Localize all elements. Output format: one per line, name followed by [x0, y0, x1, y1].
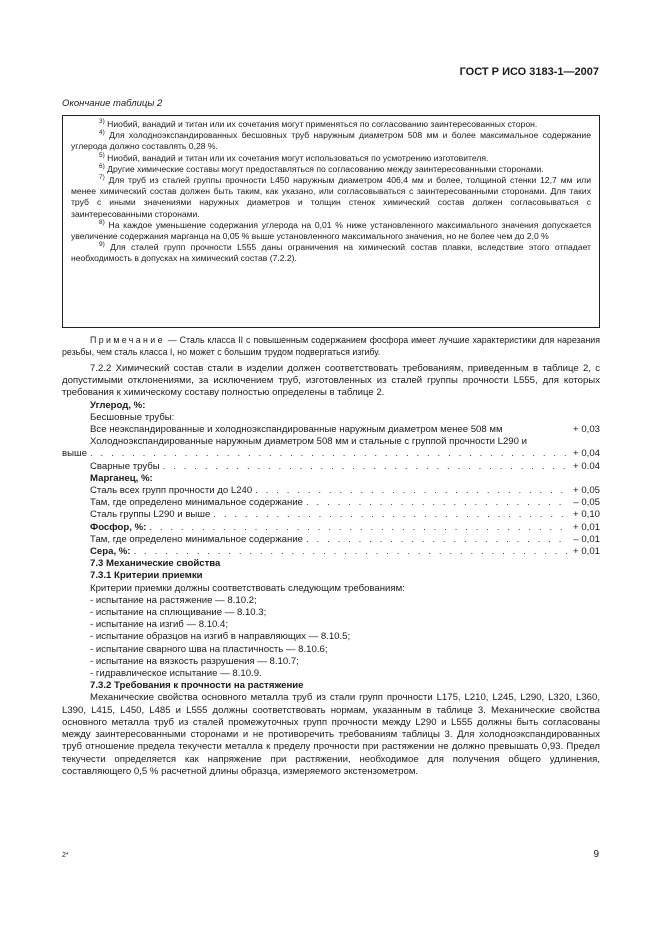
- criteria-item: - испытание на изгиб — 8.10.4;: [90, 619, 229, 631]
- mn-row-l290: Сталь группы L290 и выше . . . + 0,10: [62, 509, 600, 521]
- section-7-3-2-heading: 7.3.2 Требования к прочности на растяжение: [90, 680, 304, 692]
- criteria-intro: Критерии приемки должны соответствовать следующим требованиям:: [90, 582, 405, 594]
- seamless-label: Бесшовные трубы:: [90, 411, 175, 423]
- footnote-3: $^{3)}$ Ниобий, ванадий и титан или их сочетания могут применяться по согласованию заинтересованных сторон.: [99, 118, 538, 129]
- criteria-item: - испытание на растяжение — 8.10.2;: [90, 594, 257, 606]
- section-7-3-heading: 7.3 Механические свойства: [90, 558, 221, 570]
- carbon-row-coldexp-line2: выше . . . + 0,04: [62, 448, 600, 460]
- footnote-5: $^{5)}$ Ниобий, ванадий и титан или их сочетания могут использоваться по усмотрению изготовителя.: [99, 151, 489, 163]
- mn-row-all: Сталь всех групп прочности до L240 . . . + 0,05: [62, 485, 600, 497]
- criteria-item: - испытание на сплющивание — 8.10.3;: [90, 607, 267, 619]
- note-label: Примечание: [90, 335, 165, 345]
- page-number: 9: [593, 849, 599, 860]
- note-text: — Сталь класса II с повышенным содержанием фосфора имеет лучшие характеристики для нарезания резьбы, чем сталь класса I, но может с большим трудом подвергаться изгибу.: [62, 335, 600, 357]
- table-continuation-label: Окончание таблицы 2: [62, 98, 163, 109]
- paragraph-7-3-2: Механические свойства основного металла труб из стали групп прочности L175, L210, L245, L290, L320, L360, L390, L415, L450, L485 и L555 должны соответствовать нормам, указанным в таблице 3. Механические свойства основного металла труб из сталей промежуточных групп прочности между L290 и L555 должны быть согласованы между заинтересованными сторонами и не противоречить требованиям таблицы 3. Для холодноэкспандированных труб отношение предела текучести металла к пределу прочности при растяжении не должно превышать 0,93. Предел текучести определяется как напряжение при растяжении, необходимое для получения общего удлинения, составляющего 0,5 % расчетной длины образца, измеряемого экстензометром.: [62, 692, 600, 777]
- section-7-3-1-heading: 7.3.1 Критерии приемки: [90, 570, 203, 582]
- sheet-mark: 2*: [62, 852, 69, 859]
- criteria-item: - испытание на вязкость разрушения — 8.10.7;: [90, 655, 299, 667]
- criteria-item: - испытание образцов на изгиб в направляющих — 8.10.5;: [90, 631, 351, 643]
- footnote-8: $^{8)}$ На каждое уменьшение содержания углерода на 0,01 % ниже установленного максимального значения допускается увеличение содержания марганца на 0,05 % выше установленного максимального значения, но не более чем до 2,0 %: [71, 218, 592, 242]
- phosphorus-row: Фосфор, %: . . . + 0,01: [62, 522, 600, 534]
- manganese-heading: Марганец, %:: [90, 472, 153, 484]
- criteria-item: - испытание сварного шва на пластичность — 8.10.6;: [90, 643, 328, 655]
- footnote-4: $^{4)}$ Для холодноэкспандированных бесшовных труб наружным диаметром 508 мм и более максимальное содержание углерода должно составлять 0,28 %.: [71, 129, 591, 152]
- document-header: ГОСТ Р ИСО 3183-1—2007: [459, 66, 599, 78]
- paragraph-7-2-2: 7.2.2 Химический состав стали в изделии должен соответствовать требованиям, приведенным в таблице 2, с допустимыми отклонениями, за исключением труб, изготовленных из сталей группы прочности L555, для которых требования к химическому составу полностью определены в таблице 2.: [62, 363, 600, 399]
- carbon-row-nonexp: Все неэкспандированные и холодноэкспандированные наружным диаметром менее 508 мм + 0,03: [90, 424, 600, 436]
- main-text: [62, 363, 600, 778]
- p-row-min: Там, где определено минимальное содержание . . . – 0,01: [62, 534, 600, 546]
- carbon-row-welded: Сварные трубы . . . + 0.04: [62, 461, 600, 473]
- mn-row-min: Там, где определено минимальное содержание . . . – 0,05: [62, 497, 600, 509]
- carbon-heading: Углерод, %:: [90, 399, 146, 411]
- note-paragraph: [62, 335, 600, 358]
- sulfur-row: Сера, %: . . . + 0,01: [62, 546, 600, 558]
- footnote-7: $^{7)}$ Для труб из сталей группы прочности L450 наружным диаметром 406,4 мм и более, толщиной стенки 12,7 мм или менее химический состав должен быть таким, как указано, или согласовываться с заинтересованными сторонами. Для таких труб с иными значениями наружных диаметров и толщин стенок химический состав должен согласовываться с заинтересованными сторонами.: [71, 174, 591, 219]
- footnote-6: $^{6)}$ Другие химические составы могут предоставляться по согласованию между заинтересованными сторонами.: [99, 162, 544, 174]
- carbon-row-coldexp-line1: Холодноэкспандированные наружным диаметром 508 мм и стальные с группой прочности L290 и: [90, 436, 527, 448]
- footnote-9: $^{9)}$ Для сталей групп прочности L555 даны ограничения на химический состав плавки, вследствие этого отпадает необходимость в допусках на химический состав (7.2.2).: [71, 241, 591, 264]
- criteria-item: - гидравлическое испытание — 8.10.9.: [90, 668, 262, 680]
- table-footnotes-box: [62, 115, 600, 328]
